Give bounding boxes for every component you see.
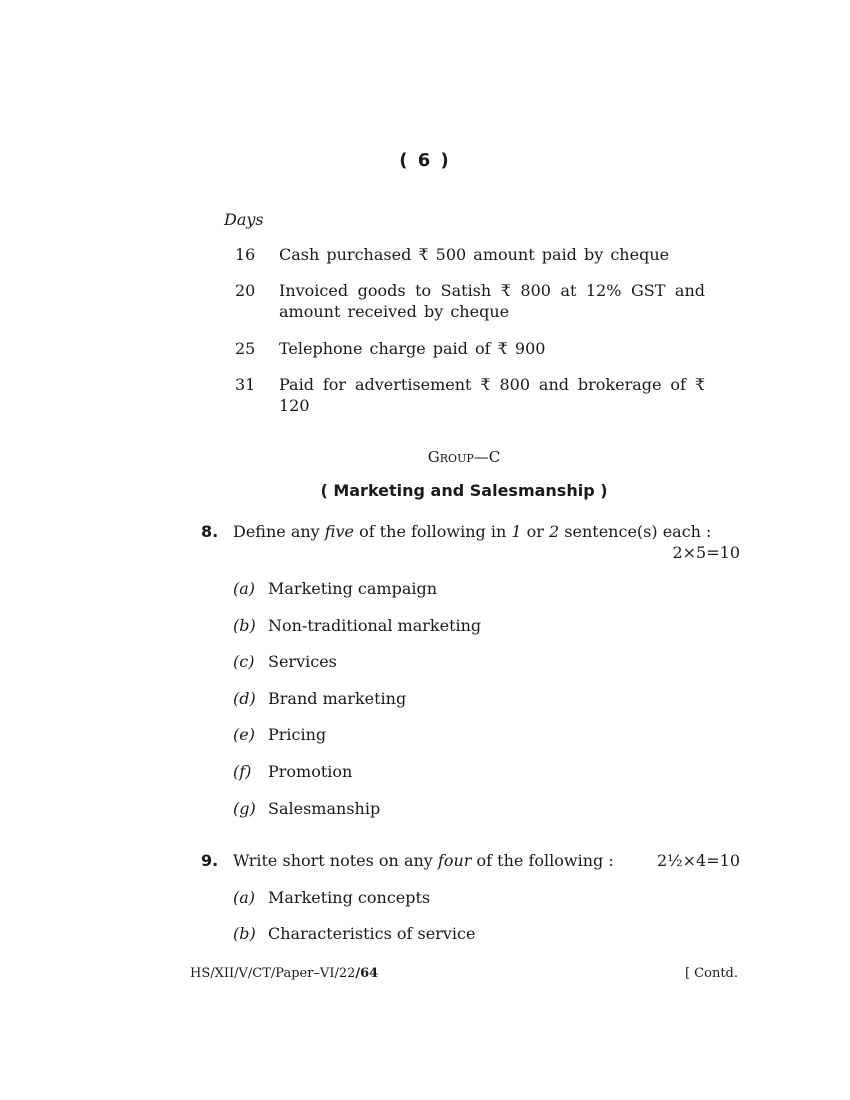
list-item [233, 725, 326, 744]
transaction-text: Paid for advertisement ₹ 800 and brokerage of ₹ 120 [279, 375, 705, 415]
group-title: Group—C [427, 448, 501, 466]
question-text-part: sentence(s) each : [559, 522, 712, 541]
option-text: Marketing concepts [268, 888, 431, 907]
continued-marker: [ Contd. [684, 966, 738, 981]
list-item [233, 616, 481, 635]
option-text: Marketing campaign [268, 579, 438, 598]
page-number: ( 6 ) [399, 150, 451, 171]
transaction-row [235, 374, 705, 416]
question-number: 9. [201, 851, 219, 870]
transaction-row [235, 244, 705, 265]
transaction-day: 16 [235, 245, 256, 264]
question-number: 8. [201, 522, 219, 541]
option-label: (f) [233, 762, 252, 781]
list-item [233, 579, 437, 598]
transaction-row [235, 338, 705, 359]
transaction-text: Cash purchased ₹ 500 amount paid by cheque [279, 245, 670, 264]
list-item [233, 689, 406, 708]
list-item [233, 799, 380, 818]
question-emphasis: five [324, 522, 354, 541]
paper-code-number: /64 [355, 966, 379, 981]
transaction-day: 31 [235, 375, 256, 394]
transaction-day: 20 [235, 281, 256, 300]
question-emphasis: four [437, 851, 472, 870]
option-label: (b) [233, 924, 256, 943]
option-label: (d) [233, 689, 256, 708]
transaction-text: Telephone charge paid of ₹ 900 [279, 339, 546, 358]
question-text-part: Write short notes on any [233, 851, 438, 870]
question-text-part: of the following : [471, 851, 614, 870]
list-item [233, 924, 475, 943]
transaction-day: 25 [235, 339, 256, 358]
paper-code [190, 966, 378, 981]
option-text: Non-traditional marketing [268, 616, 482, 635]
option-label: (a) [233, 888, 256, 907]
option-label: (a) [233, 579, 256, 598]
option-label: (c) [233, 652, 255, 671]
question-text-part: of the following in [353, 522, 512, 541]
question-marks: 2½×4=10 [656, 851, 740, 870]
question-text [233, 851, 614, 870]
days-heading: Days [224, 210, 264, 229]
question-text-part: or [521, 522, 550, 541]
paper-code-text: HS/XII/V/CT/Paper–VI/22 [190, 966, 356, 981]
option-text: Promotion [268, 762, 353, 781]
option-label: (g) [233, 799, 256, 818]
question-text [233, 522, 711, 541]
question-emphasis: 1 [511, 522, 522, 541]
option-text: Pricing [268, 725, 327, 744]
transaction-row [235, 280, 705, 322]
question-marks: 2×5=10 [672, 543, 740, 562]
list-item [233, 888, 430, 907]
question-emphasis: 2 [549, 522, 560, 541]
transaction-text: Invoiced goods to Satish ₹ 800 at 12% GST and amount received by cheque [279, 281, 705, 321]
option-text: Salesmanship [268, 799, 381, 818]
section-title: ( Marketing and Salesmanship ) [320, 481, 608, 500]
option-text: Services [268, 652, 337, 671]
option-label: (e) [233, 725, 255, 744]
option-text: Characteristics of service [268, 924, 476, 943]
option-label: (b) [233, 616, 256, 635]
list-item [233, 652, 337, 671]
option-text: Brand marketing [268, 689, 407, 708]
list-item [233, 762, 352, 781]
question-text-part: Define any [233, 522, 325, 541]
